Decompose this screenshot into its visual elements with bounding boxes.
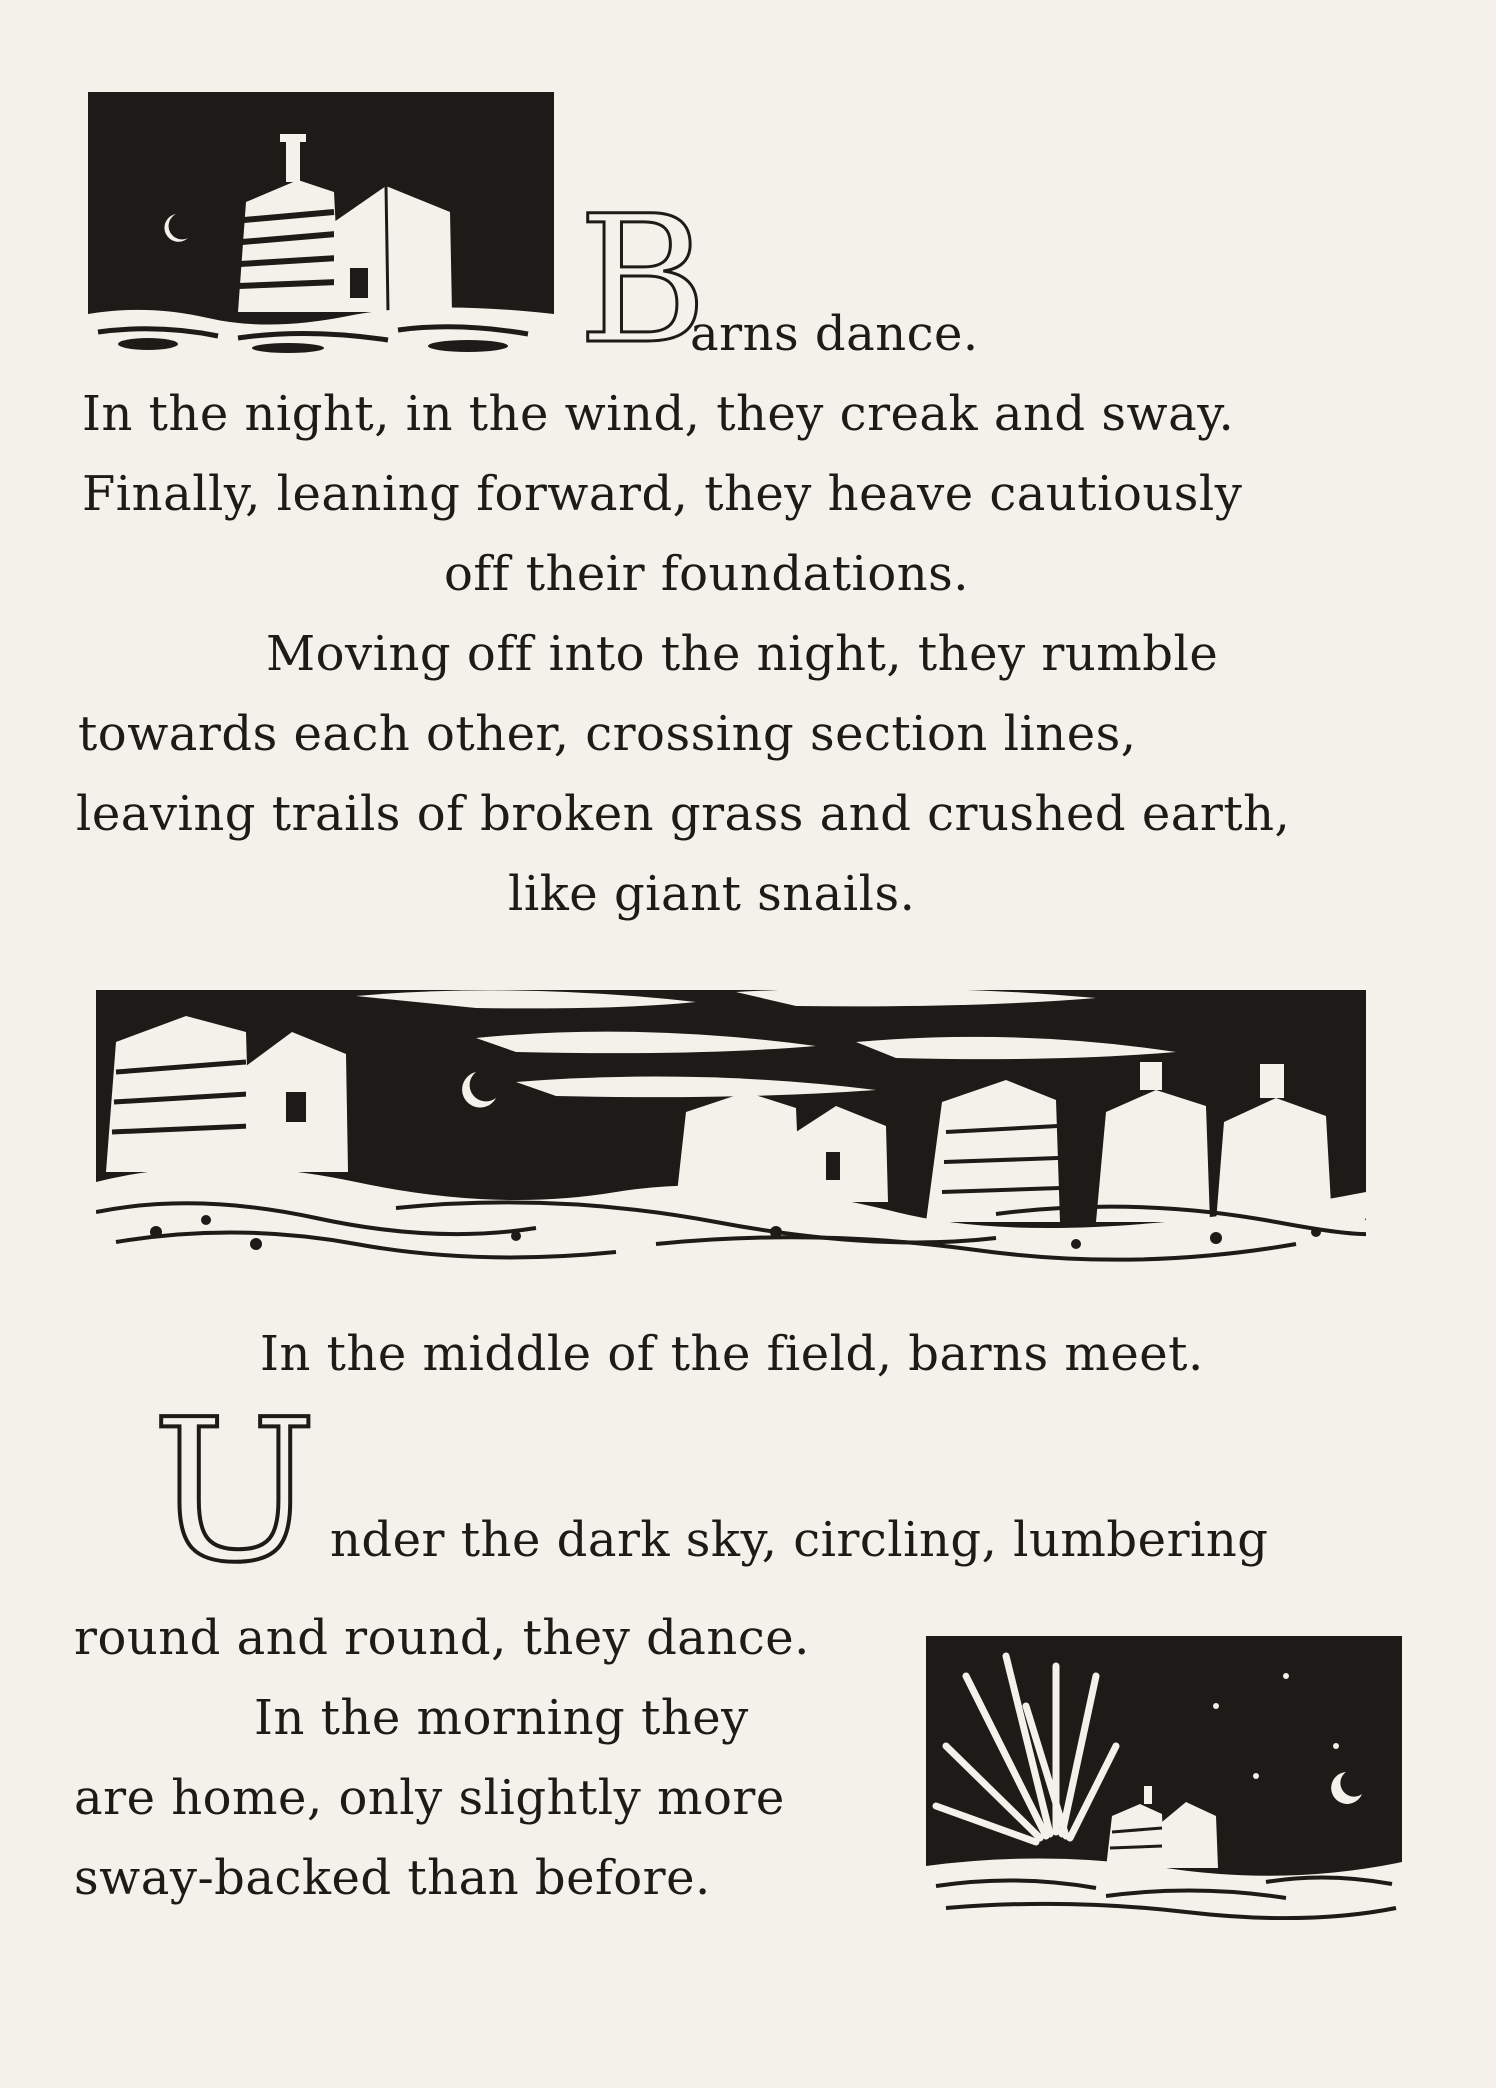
dancing-barns-image (96, 982, 1366, 1264)
poem-line-13: are home, only slightly more (74, 1770, 785, 1826)
barn-at-night-woodcut (88, 92, 554, 354)
barn-at-sunrise-image (926, 1636, 1402, 1920)
poem-line-1: arns dance. (690, 306, 979, 362)
poem-line-9: In the middle of the field, barns meet. (260, 1326, 1204, 1382)
poem-line-5: Moving off into the night, they rumble (266, 626, 1219, 682)
poem-line-8: like giant snails. (508, 866, 916, 922)
poem-line-3: Finally, leaning forward, they heave cautiously (82, 466, 1243, 522)
poem-line-14: sway-backed than before. (74, 1850, 711, 1906)
dropcap-u: U (152, 1378, 318, 1606)
barn-at-sunrise-woodcut (926, 1636, 1402, 1920)
poem-line-11: round and round, they dance. (74, 1610, 810, 1666)
poem-line-10: nder the dark sky, circling, lumbering (330, 1512, 1269, 1568)
poem-line-12: In the morning they (254, 1690, 749, 1746)
dropcap-b: B (578, 178, 708, 383)
dancing-barns-woodcut (96, 982, 1366, 1264)
poem-line-6: towards each other, crossing section lines, (78, 706, 1137, 762)
poem-line-7: leaving trails of broken grass and crushed earth, (76, 786, 1291, 842)
barn-at-night-image (88, 92, 554, 354)
poem-line-2: In the night, in the wind, they creak and sway. (82, 386, 1235, 442)
poem-line-4: off their foundations. (444, 546, 970, 602)
